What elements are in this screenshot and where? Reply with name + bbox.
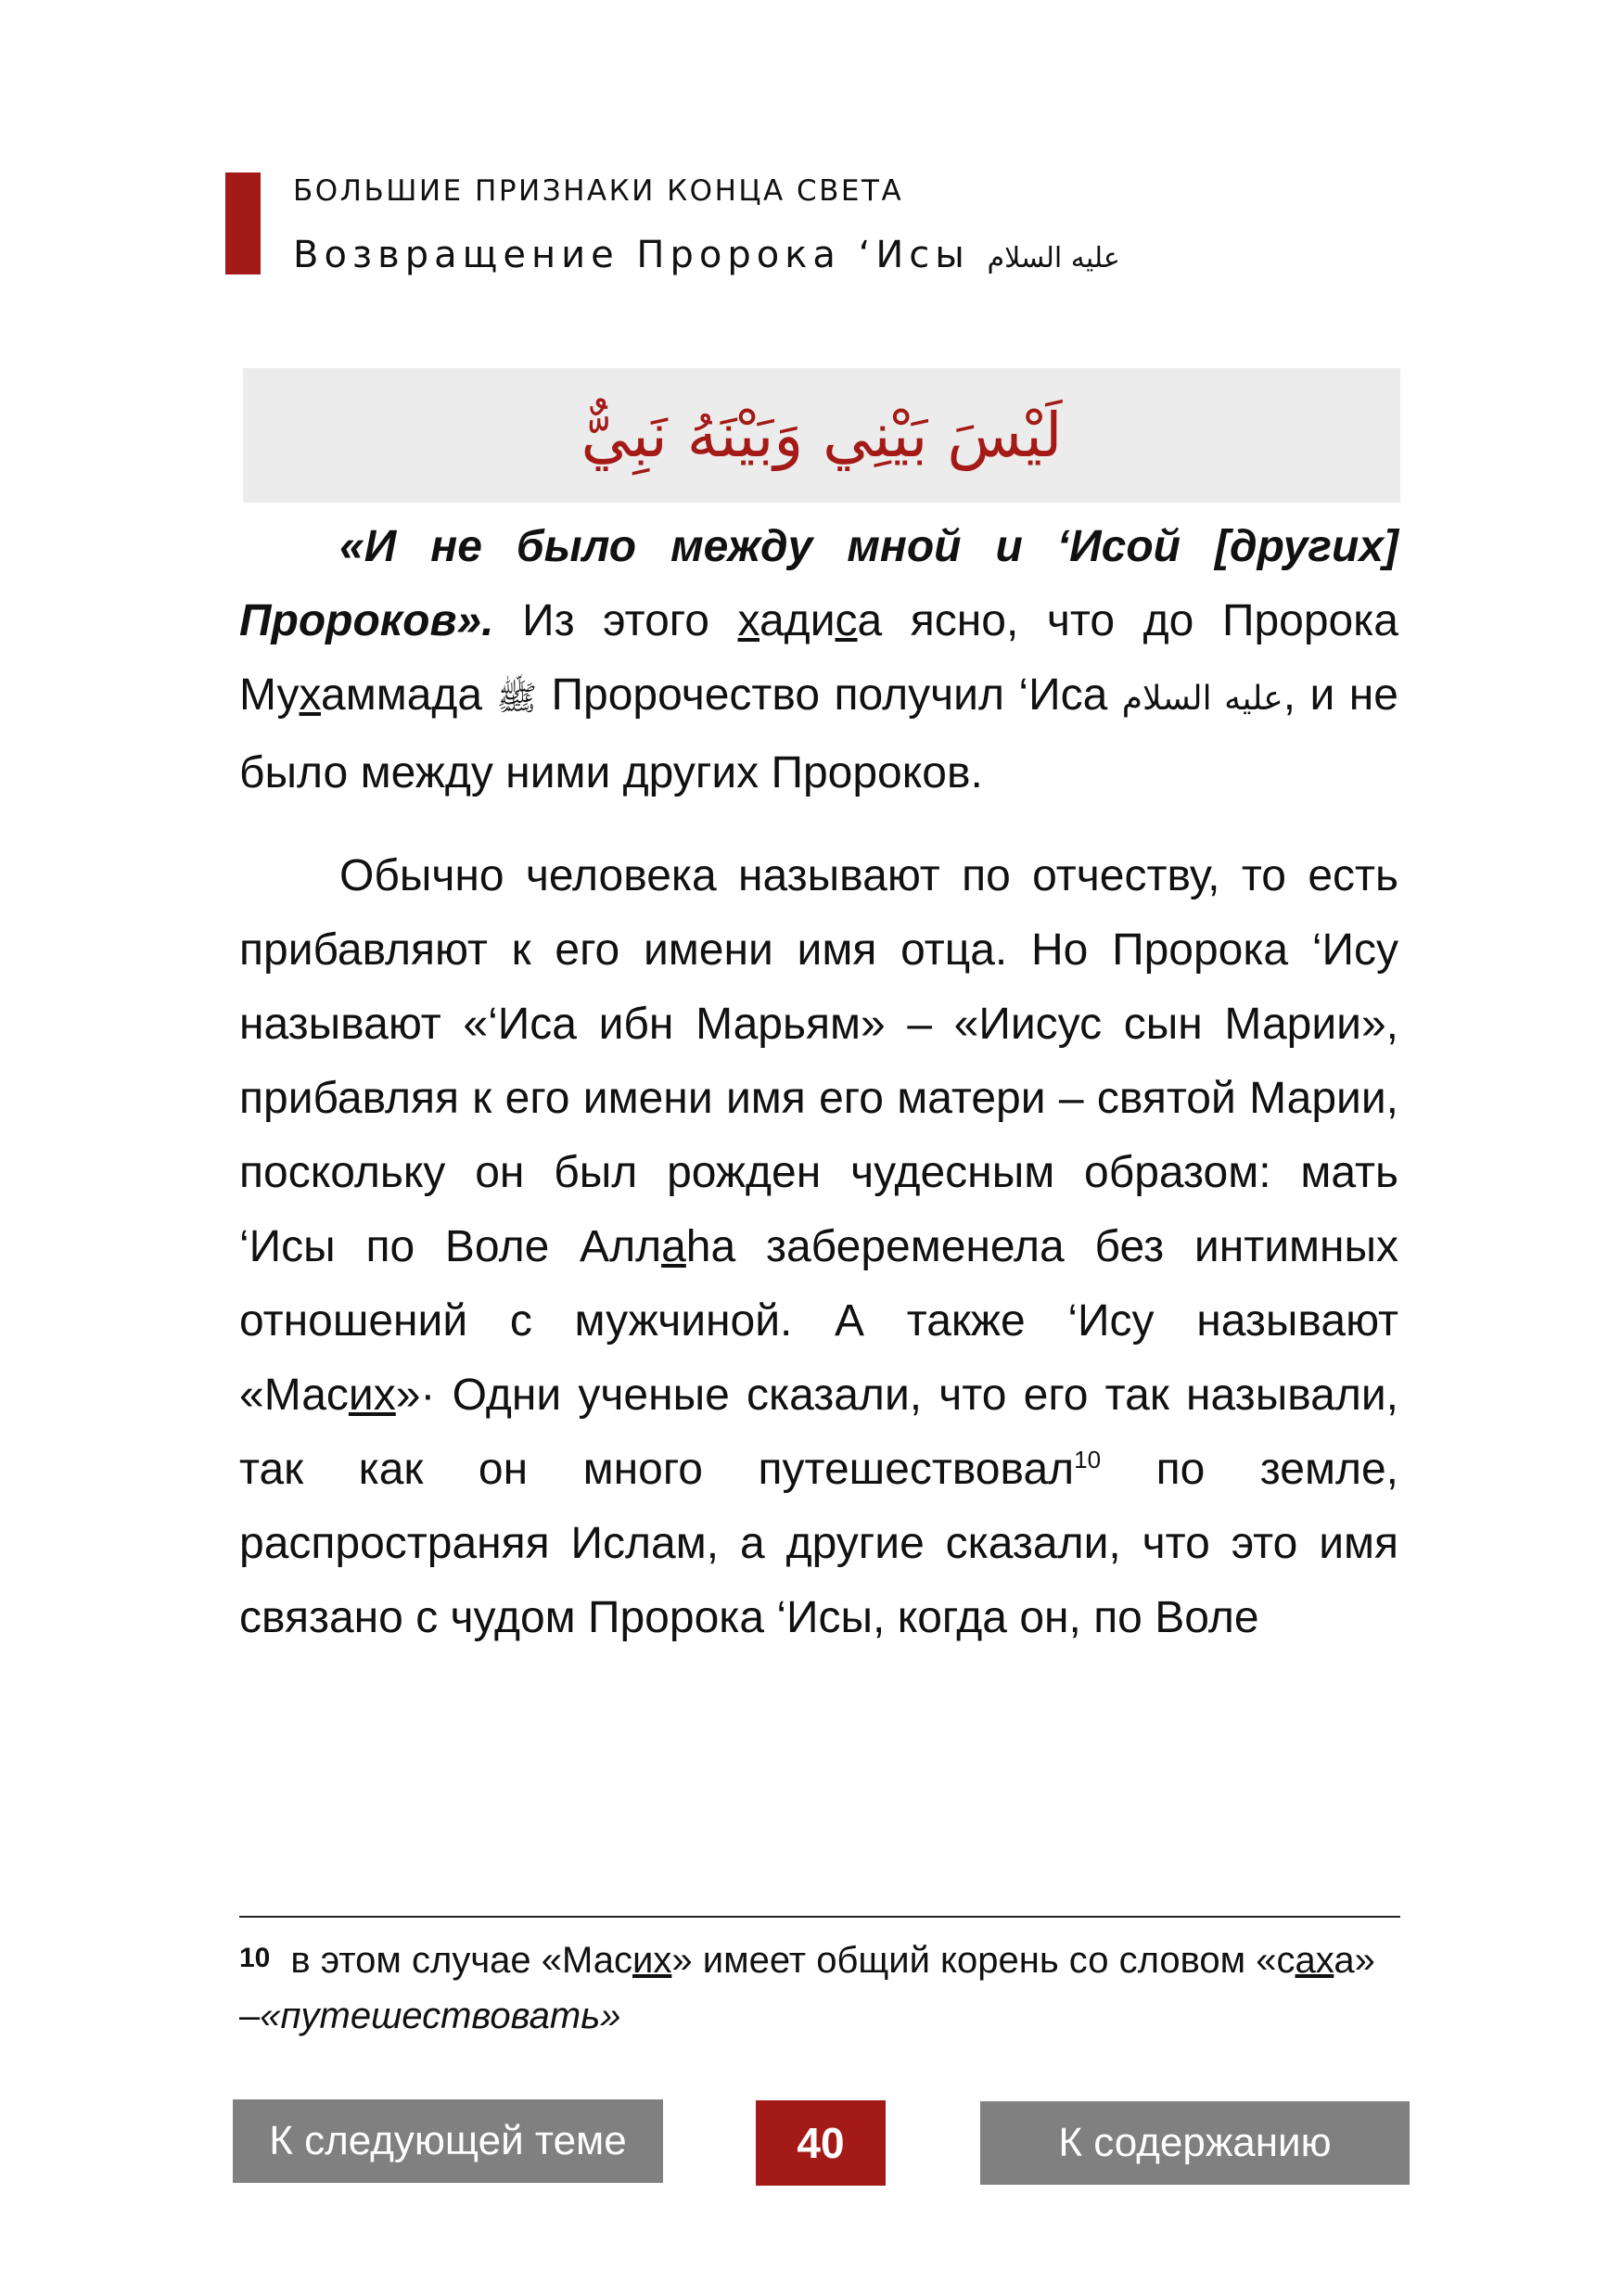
arabic-quote-box <box>243 368 1400 503</box>
p2-masih-u: их <box>348 1371 396 1420</box>
page-title-text: Возвращение Пророка ‘Исы <box>293 234 970 276</box>
paragraph-2 <box>239 839 1398 1655</box>
fn-text-a: в этом случае «Ма <box>290 1940 615 1981</box>
page-title <box>293 234 1120 276</box>
honorific-alayhi-salam-inline: عليه السلام <box>1121 680 1283 718</box>
fn-masih-u: их <box>632 1940 672 1981</box>
p2-text-c: »· Одни ученые сказали, что его так называли, так как он много путешествовал <box>239 1371 1398 1494</box>
body-text <box>239 510 1398 1655</box>
fn-text-b: » имеет общий корень со словом «с <box>671 1940 1296 1981</box>
honorific-alayhi-salam: عليه السلام <box>987 242 1120 274</box>
p2-text-b: hа забеременела без интимных отношений с мужчиной. А также ‘Ису называют «Ма <box>239 1222 1399 1420</box>
page-number: 40 <box>756 2100 886 2186</box>
paragraph-1 <box>239 510 1398 810</box>
p1-text-d: Пророчество получил ‘Иса <box>537 670 1122 720</box>
footnote <box>239 1931 1400 2044</box>
p2-allah-u: а <box>661 1222 686 1271</box>
p2-masih-s: с <box>325 1371 349 1420</box>
honorific-salla-icon: ﷺ <box>496 680 538 718</box>
hadith-quote: «И не было между мной и ‘Исой [других] Пророков». <box>239 522 1398 645</box>
p1-muh-u: х <box>299 670 321 720</box>
p1-hadis-4: а <box>857 596 883 645</box>
chapter-kicker: БОЛЬШИЕ ПРИЗНАКИ КОНЦА СВЕТА <box>293 174 904 208</box>
p1-text-a: Из этого <box>493 596 738 645</box>
p2-text-a: Обычно человека называют по отчеству, то есть прибавляют к его имени имя отца. Но Пророка ‘Ису называют «‘Иса ибн Марьям» – «Иисус сын Марии», прибавляя к его имени имя его матери – святой Марии, поскольку он был рожден чудесным образом: мать ‘Исы по Воле Алл <box>239 851 1398 1271</box>
header-accent-bar <box>225 172 261 274</box>
p1-text-c: аммада <box>321 670 497 720</box>
fn-saha-u: ах <box>1295 1940 1334 1981</box>
next-topic-button[interactable]: К следующей теме <box>233 2099 663 2183</box>
p2-text-d: по земле, распространяя Ислам, а другие сказали, что это имя связано с чудом Пророка ‘Исы, когда он, по Воле <box>239 1445 1398 1642</box>
fn-italic: «путешествовать» <box>260 1996 621 2036</box>
p1-hadis-2: ади <box>759 596 836 645</box>
footnote-number: 10 <box>239 1943 271 1973</box>
fn-masih-s: с <box>614 1940 633 1981</box>
arabic-quote: لَيْسَ بَيْنِي وَبَيْنَهُ نَبِيٌّ <box>581 400 1063 471</box>
p1-text-b: ясно, что до Пророка Му <box>239 596 1398 720</box>
footnote-divider <box>239 1916 1400 1918</box>
p1-hadis-3: с <box>835 596 858 645</box>
p1-text-e: , и не было между ними других Пророков. <box>239 670 1398 797</box>
fn-text-c: а» – <box>239 1940 1375 2036</box>
footnote-reference[interactable]: 10 <box>1074 1446 1102 1473</box>
table-of-contents-button[interactable]: К содержанию <box>980 2101 1410 2185</box>
p1-hadis-1: х <box>737 596 759 645</box>
